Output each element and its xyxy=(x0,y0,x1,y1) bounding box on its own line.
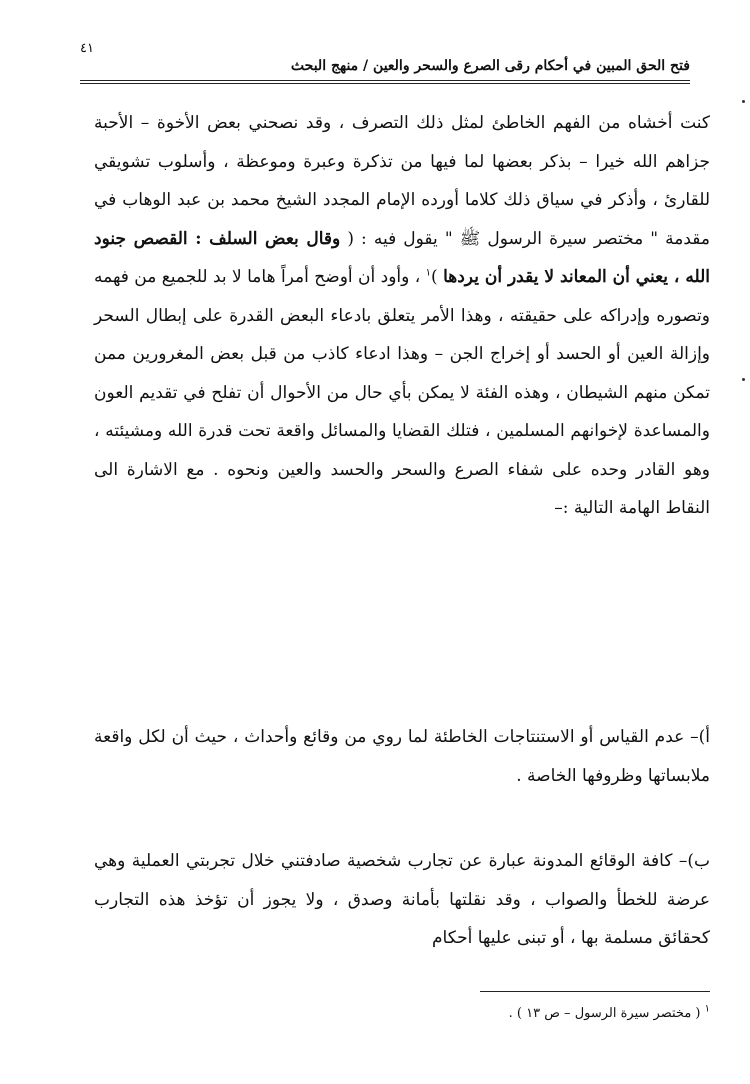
paragraph-continuation: ، وأود أن أوضح أمراً هاما لا بد للجميع من فهمه وتصوره وإدراكه على حقيقته ، وهذا الأمر يتعلق بادعاء البعض القدرة على إبطال السحر وإزالة العين أو الحسد أو إخراج الجن – وهذا ادعاء كاذب من قبل بعض المغرورين ممن تمكن منهم الشيطان ، وهذه الفئة لا يمكن بأي حال من الأحوال أن تفلح في تقديم العون والمساعدة لإخوانهم المسلمين ، فتلك القضايا والمسائل واقعة تحت قدرة الله ومشيئته ، وهو القادر وحده على شفاء الصرع والسحر والحسد والعين ونحوه . مع الاشارة الى النقاط الهامة التالية :– xyxy=(94,267,710,518)
list-item-b: ب)– كافة الوقائع المدونة عبارة عن تجارب شخصية صادفتني خلال تجربتي العملية وهي عرضة للخطأ والصواب ، وقد نقلتها بأمانة وصدق ، ولا يجوز أن تؤخذ هذه التجارب كحقائق مسلمة بها ، أو تبنى عليها أحكام xyxy=(94,851,710,948)
margin-mark xyxy=(742,100,745,103)
header-rule xyxy=(80,80,690,81)
closing-paren: ) xyxy=(431,267,438,287)
footnote-marker: ١ xyxy=(704,1003,710,1015)
header-rule-secondary xyxy=(80,83,690,84)
list-item-a: أ)– عدم القياس أو الاستنتاجات الخاطئة لما روي من وقائع وأحداث ، حيث أن لكل واقعة ملابساتها وظروفها الخاصة . xyxy=(94,727,710,786)
page-number: ٤١ xyxy=(80,41,94,56)
running-header-title: فتح الحق المبين في أحكام رقى الصرع والسحر والعين / منهج البحث xyxy=(290,58,690,74)
page-header xyxy=(80,30,690,80)
footnote xyxy=(509,1005,710,1023)
footnote-reference[interactable]: ١ xyxy=(425,267,432,279)
main-paragraph xyxy=(94,104,710,528)
footnote-text: ( مختصر سيرة الرسول – ص ١٣ ) . xyxy=(508,1006,701,1021)
quoted-saying: وقال بعض السلف : القصص جنود الله ، يعني أن المعاند لا يقدر أن يردها xyxy=(94,228,710,287)
paragraph-text: كنت أخشاه من الفهم الخاطئ لمثل ذلك التصرف ، وقد نصحني بعض الأخوة – الأحبة جزاهم الله خيرا – بذكر بعضها لما فيها من تذكرة وعبرة وموعظة ، وأسلوب تشويقي للقارئ ، وأذكر في سياق ذلك كلاما أورده الإمام المجدد الشيخ محمد بن عبد الوهاب في مقدمة " مختصر سيرة الرسول ﷺ " يقول فيه : ( xyxy=(94,113,710,249)
margin-mark xyxy=(742,378,745,381)
footnote-separator xyxy=(480,991,710,992)
